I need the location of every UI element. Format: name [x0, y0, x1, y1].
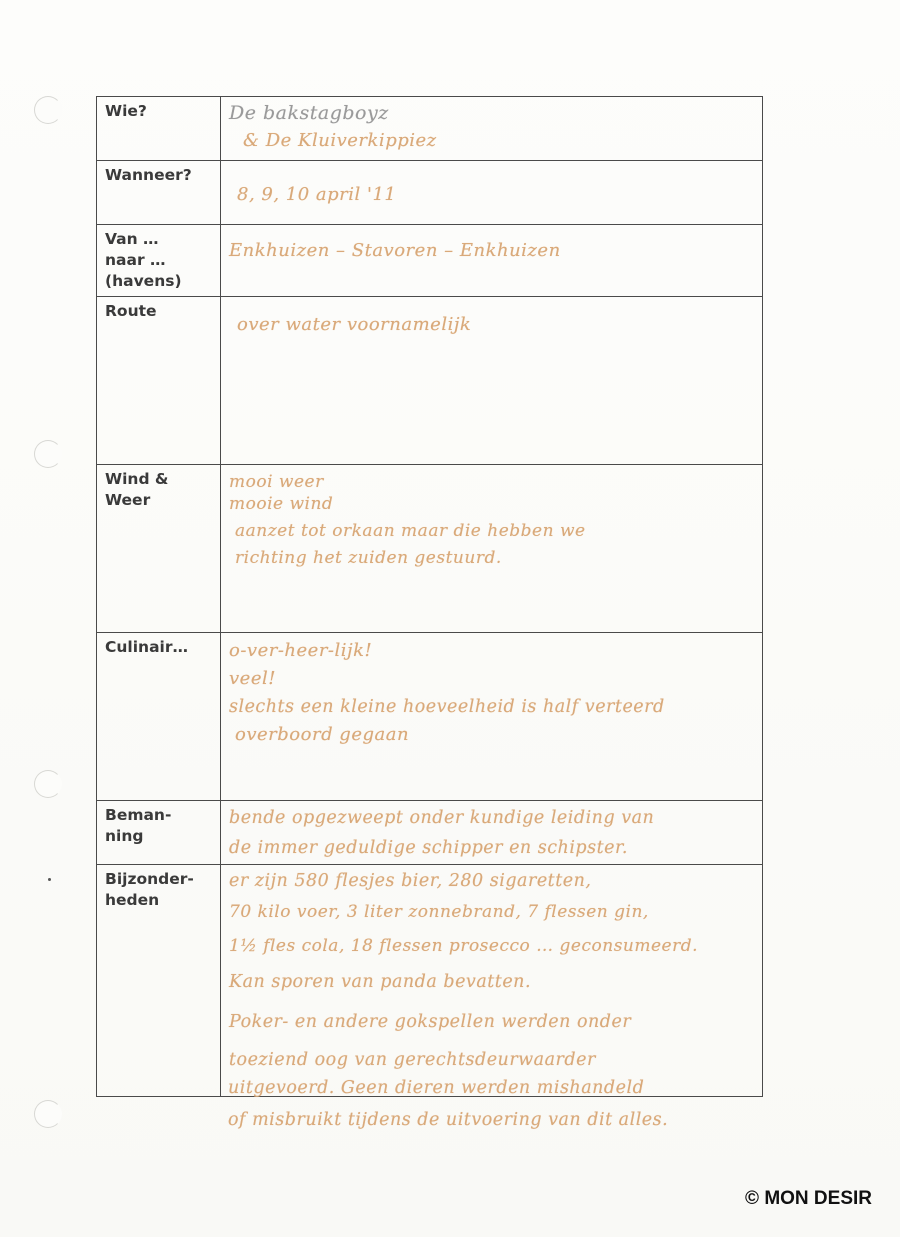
handwritten-line: of misbruikt tijdens de uitvoering van dit alles. — [228, 1110, 669, 1130]
logbook-form — [96, 96, 763, 1097]
handwritten-line: slechts een kleine hoeveelheid is half verteerd — [229, 697, 665, 717]
handwritten-line: bende opgezweept onder kundige leiding van — [229, 808, 655, 828]
form-row-wanneer — [97, 161, 763, 225]
row-value — [221, 297, 763, 465]
handwritten-line: 70 kilo voer, 3 liter zonnebrand, 7 flessen gin, — [229, 902, 649, 922]
overflow-notes — [228, 1078, 768, 1136]
row-value — [221, 465, 763, 633]
handwritten-line: & De Kluiverkippiez — [243, 130, 437, 151]
row-value — [221, 633, 763, 801]
handwritten-line: aanzet tot orkaan maar die hebben we — [235, 521, 586, 541]
handwritten-line: Kan sporen van panda bevatten. — [229, 972, 532, 992]
copyright-notice: © MON DESIR — [745, 1188, 872, 1209]
form-row-culinair — [97, 633, 763, 801]
form-row-havens — [97, 225, 763, 297]
handwritten-line: Enkhuizen – Stavoren – Enkhuizen — [229, 240, 561, 261]
form-row-bijzonderheden — [97, 865, 763, 1097]
handwritten-line: 1½ fles cola, 18 flessen prosecco … geconsumeerd. — [229, 936, 699, 956]
paper-speck — [48, 878, 51, 881]
punch-hole — [34, 1100, 62, 1128]
row-label: Culinair… — [97, 633, 221, 801]
form-row-wie — [97, 97, 763, 161]
handwritten-line: toeziend oog van gerechtsdeurwaarder — [229, 1050, 596, 1070]
row-value — [221, 801, 763, 865]
punch-hole — [34, 440, 62, 468]
handwritten-line: over water voornamelijk — [237, 314, 472, 335]
form-row-bemanning — [97, 801, 763, 865]
handwritten-line: De bakstagboyz — [229, 102, 389, 124]
row-value — [221, 865, 763, 1097]
row-value — [221, 97, 763, 161]
handwritten-line: Poker- en andere gokspellen werden onder — [229, 1012, 632, 1032]
punch-hole — [34, 96, 62, 124]
row-label: Van … naar … (havens) — [97, 225, 221, 297]
handwritten-line: de immer geduldige schipper en schipster. — [229, 838, 628, 858]
form-row-route — [97, 297, 763, 465]
handwritten-line: richting het zuiden gestuurd. — [235, 548, 502, 568]
handwritten-line: mooi weer — [229, 472, 324, 492]
row-label: Wind & Weer — [97, 465, 221, 633]
row-label: Beman- ning — [97, 801, 221, 865]
row-value — [221, 161, 763, 225]
row-label: Wanneer? — [97, 161, 221, 225]
row-label: Wie? — [97, 97, 221, 161]
handwritten-line: 8, 9, 10 april '11 — [237, 184, 397, 205]
handwritten-line: er zijn 580 flesjes bier, 280 sigaretten, — [229, 871, 592, 891]
row-label: Route — [97, 297, 221, 465]
row-value — [221, 225, 763, 297]
form-row-wind-weer — [97, 465, 763, 633]
handwritten-line: veel! — [229, 668, 276, 689]
handwritten-line: mooie wind — [229, 494, 334, 514]
handwritten-line: o-ver-heer-lijk! — [229, 640, 373, 661]
handwritten-line: uitgevoerd. Geen dieren werden mishandeld — [228, 1078, 645, 1098]
row-label: Bijzonder- heden — [97, 865, 221, 1097]
punch-hole — [34, 770, 62, 798]
handwritten-line: overboord gegaan — [235, 724, 410, 745]
